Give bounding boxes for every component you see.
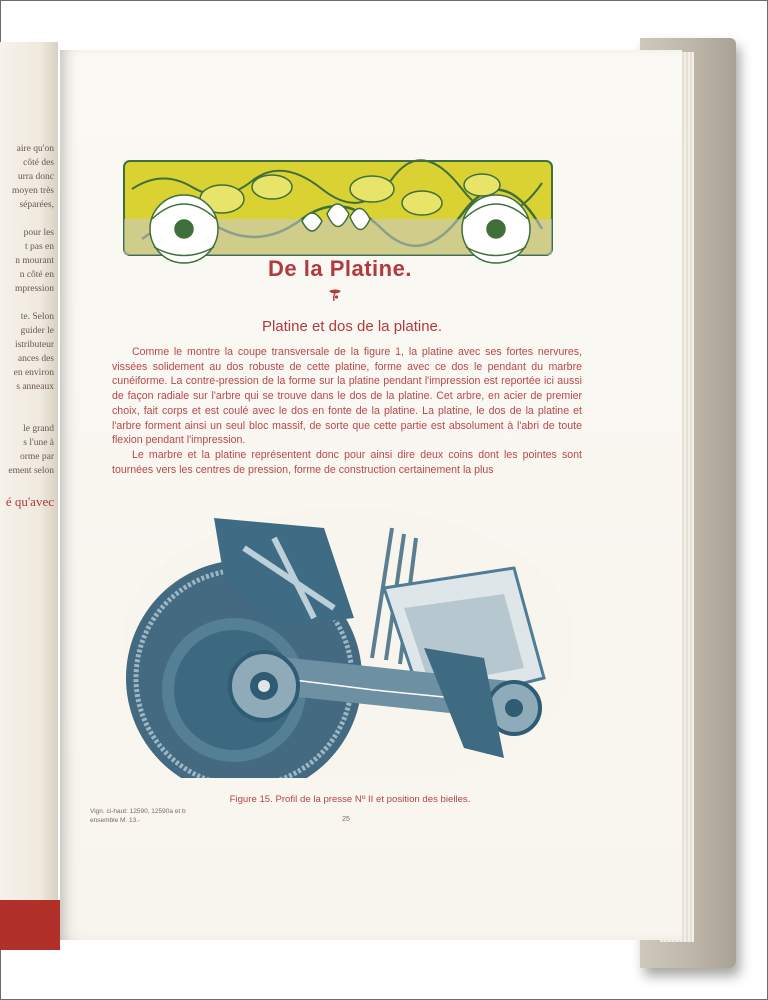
left-text-fragment: é qu'avec (5, 494, 54, 509)
left-text-fragment: te. Selon (20, 312, 54, 322)
left-text-fragment: mpression (14, 284, 54, 294)
left-text-fragment: guider le (20, 326, 54, 336)
left-text-fragment: urra donc (17, 172, 54, 182)
engraving-credit (90, 807, 250, 825)
fleuron-icon (328, 288, 342, 302)
left-text-fragment: s l'une à (23, 438, 54, 448)
poppy-left (150, 195, 218, 263)
section-subtitle: Platine et dos de la platine. (261, 318, 443, 335)
body-text (112, 345, 582, 477)
left-text-fragment: s anneaux (16, 382, 54, 392)
figure-caption: Figure 15. Profil de la presse Nº II et position des bielles. (229, 794, 471, 805)
poppy-right (462, 195, 530, 263)
page-title: De la Platine. (268, 256, 412, 281)
left-text-fragment: t pas en (24, 242, 54, 252)
left-text-fragment: le grand (23, 424, 54, 434)
left-page (0, 42, 58, 942)
art-nouveau-floral-banner (122, 159, 554, 269)
left-text-fragment: ances des (17, 354, 54, 364)
left-text-fragment: côté des (23, 158, 54, 168)
left-text-fragment: n mourant (15, 256, 54, 266)
credit-line: ensemble M. 13.- (90, 817, 141, 824)
left-text-fragment: moyen très (12, 186, 54, 196)
left-cover-edge (0, 900, 60, 950)
left-text-fragment: aire qu'on (16, 144, 54, 154)
left-text-fragment: pour les (23, 228, 54, 238)
left-text-fragment: istributeur (14, 340, 54, 350)
paragraph: Comme le montre la coupe transversale de la figure 1, la platine avec ses fortes nervures, vissées solidement au dos robuste de cette platine, forme avec ce dos le pendant du marbre cunéiforme. La contre-pression de la forme sur la platine pendant l'impression est reportée ici aussi de façon radiale sur l'arbre qui se trouve dans le dos de la platine. Cet arbre, en acier de premier choix, fait corps et est coulé avec le dos en fonte de la platine. La platine, le dos de la platine et l'arbre forment ainsi un seul bloc massif, de sorte que cette partie est absolument à l'abri de toute flexion pendant l'impression. (112, 346, 582, 447)
paragraph: Le marbre et la platine représentent donc pour ainsi dire deux coins dont les pointes sont tournées vers les centres de pression, forme de construction certainement la plus (112, 448, 582, 476)
page-number: 25 (342, 816, 350, 823)
credit-line: Vign. ci-haut: 12590, 12590a et b (90, 808, 186, 815)
left-text-fragment: orme par (19, 452, 54, 462)
printing-press-illustration (124, 508, 572, 778)
left-text-fragment: n côté en (19, 270, 54, 280)
left-text-fragment: ement selon (8, 466, 54, 476)
left-text-fragment: séparées, (19, 200, 54, 210)
left-text-fragment: en environ (13, 368, 54, 378)
